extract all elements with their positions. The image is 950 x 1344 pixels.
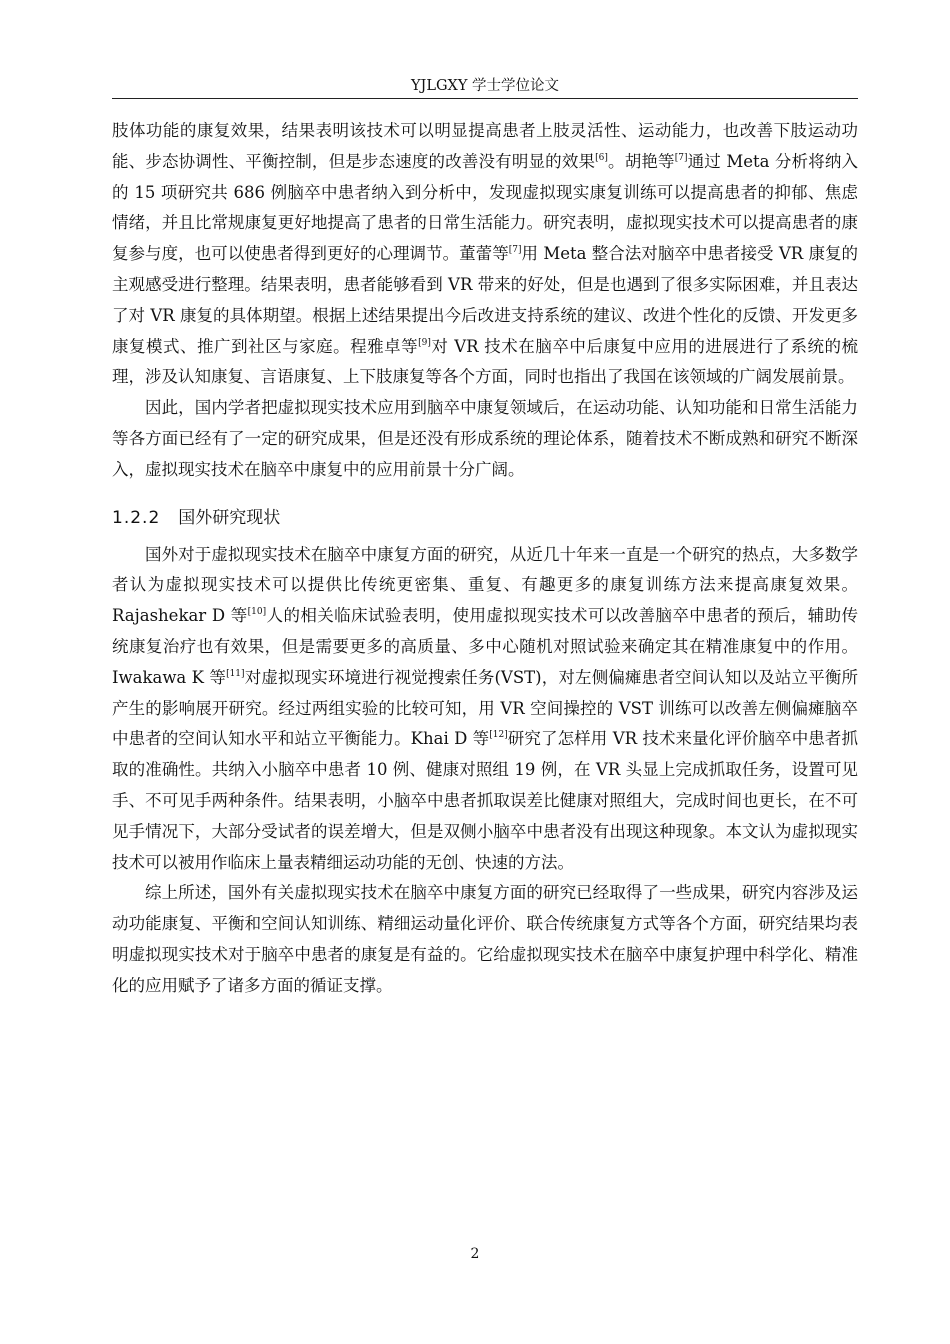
running-header: YJLGXY 学士学位论文 bbox=[410, 78, 560, 94]
text-run: 对 VR 技术在脑卒中后康复中应用的进展进行了系统的梳理，涉及认知康复、言语康复、上下肢康复等各个方面，同时也指出了我国在该领域的广阔发展前景。 bbox=[112, 336, 858, 387]
paragraph-foreign-studies bbox=[112, 540, 858, 879]
text-run: 。胡艳等 bbox=[607, 151, 675, 171]
citation-11: [11] bbox=[226, 668, 245, 679]
citation-12: [12] bbox=[489, 730, 508, 741]
section-title: 国外研究现状 bbox=[178, 507, 281, 528]
citation-10: [10] bbox=[247, 607, 267, 618]
citation-6: [6] bbox=[595, 152, 608, 163]
citation-7-dong: [7] bbox=[508, 245, 522, 256]
text-run: 用 Meta 整合法对脑卒中患者接受 VR 康复的主观感受进行整理。结果表明，患者能够看到 VR 带来的好处，但是也遇到了很多实际困难，并且表达了对 VR 康复的具体期望。根据上述结果提出今后改进支持系统的建议、改进个性化的反馈、开发更多康复模式、推广到社区与家庭。程雅卓等 bbox=[112, 244, 859, 356]
text-run: 人的相关临床试验表明，使用虚拟现实技术可以改善脑卒中患者的预后，辅助传统康复治疗也有效果，但是需要更多的高质量、多中心随机对照试验来确定其在精准康复中的作用。Iwakawa K 等 bbox=[112, 606, 859, 687]
section-heading bbox=[112, 505, 858, 531]
paragraph-domestic-summary: 因此，国内学者把虚拟现实技术应用到脑卒中康复领域后，在运动功能、认知功能和日常生活能力等各方面已经有了一定的研究成果，但是还没有形成系统的理论体系，随着技术不断成熟和研究不断深入，虚拟现实技术在脑卒中康复中的应用前景十分广阔。 bbox=[112, 398, 858, 479]
citation-7: [7] bbox=[674, 152, 688, 163]
text-run: 对虚拟现实环境进行视觉搜索任务(VST)，对左侧偏瘫患者空间认知以及站立平衡所产生的影响展开研究。经过两组实验的比较可知，用 VR 空间操控的 VST 训练可以改善左侧偏瘫脑卒中患者的空间认知水平和站立平衡能力。Khai D 等 bbox=[112, 667, 858, 749]
text-run: 研究了怎样用 VR 技术来量化评价脑卒中患者抓取的准确性。共纳入小脑卒中患者 10 例、健康对照组 19 例，在 VR 头显上完成抓取任务，设置可见手、不可见手两种条件。结果表明，小脑卒中患者抓取误差比健康对照组大，完成时间也更长，在不可见手情况下，大部分受试者的误差增大，但是双侧小脑卒中患者没有出现这种现象。本文认为虚拟现实技术可以被用作临床上量表精细运动功能的无创、快速的方法。 bbox=[112, 729, 858, 872]
text-run: 国外对于虚拟现实技术在脑卒中康复方面的研究，从近几十年来一直是一个研究的热点，大多数学者认为虚拟现实技术可以提供比传统更密集、重复、有趣更多的康复训练方法来提高康复效果。Rajashekar D 等 bbox=[112, 544, 858, 626]
body-text bbox=[112, 116, 858, 1002]
citation-9: [9] bbox=[418, 337, 431, 348]
page-number: 2 bbox=[470, 1246, 480, 1262]
paragraph-domestic-studies bbox=[112, 116, 858, 393]
text-run: 通过 Meta 分析将纳入的 15 项研究共 686 例脑卒中患者纳入到分析中，发现虚拟现实康复训练可以提高患者的抑郁、焦虑情绪，并且比常规康复更好地提高了患者的日常生活能力。研究表明，虚拟现实技术可以提高患者的康复参与度，也可以使患者得到更好的心理调节。董蕾等 bbox=[112, 151, 859, 264]
header-rule bbox=[112, 98, 858, 99]
text-run: 肢体功能的康复效果，结果表明该技术可以明显提高患者上肢灵活性、运动能力，也改善下肢运动功能、步态协调性、平衡控制，但是步态速度的改善没有明显的效果 bbox=[112, 121, 858, 171]
paragraph-foreign-summary: 综上所述，国外有关虚拟现实技术在脑卒中康复方面的研究已经取得了一些成果，研究内容涉及运动功能康复、平衡和空间认知训练、精细运动量化评价、联合传统康复方式等各个方面，研究结果均表明虚拟现实技术对于脑卒中患者的康复是有益的。它给虚拟现实技术在脑卒中康复护理中科学化、精准化的应用赋予了诸多方面的循证支撑。 bbox=[112, 883, 858, 995]
section-number: 1.2.2 bbox=[112, 507, 161, 528]
